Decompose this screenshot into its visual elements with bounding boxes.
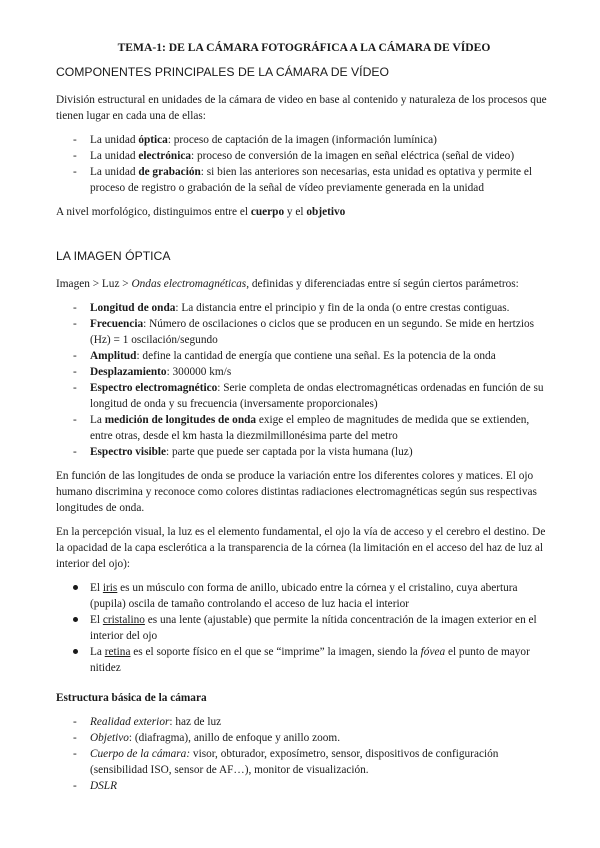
eye-parts-list: [56, 580, 552, 676]
dash-bullet: -: [73, 748, 77, 760]
dash-bullet: -: [73, 732, 77, 744]
list-item-objective: - Objetivo: (diafragma), anillo de enfoque y anillo zoom.: [73, 732, 341, 744]
list-item-body: - Cuerpo de la cámara: visor, obturador, exposímetro, sensor, dispositivos de configuración (sensibilidad ISO, sensor de AF…), monitor de visualización.: [73, 748, 499, 776]
section-heading-components: COMPONENTES PRINCIPALES DE LA CÁMARA DE VÍDEO: [56, 65, 389, 79]
list-item-iris: El iris es un músculo con forma de anillo, ubicado entre la córnea y el cristalino, cuya abertura (pupila) oscila de tamaño controlando el acceso de luz hacia el interior: [56, 580, 552, 612]
dash-bullet: -: [73, 366, 77, 378]
paragraph-colors: En función de las longitudes de onda se produce la variación entre los diferentes colores y matices. El ojo humano discrimina y reconoce como colores distintas radiaciones electromagnéticas según sus respectivas longitudes de onda.: [56, 470, 537, 514]
paragraph-perception: En la percepción visual, la luz es el elemento fundamental, el ojo la vía de acceso y el cerebro el destino. De la opacidad de la capa esclerótica a la transparencia de la córnea (la limitación en el acceso del haz de luz al interior del ojo):: [56, 526, 546, 570]
list-item-displacement: - Desplazamiento: 300000 km/s: [73, 366, 232, 378]
list-item-unit-recording: - La unidad de grabación: si bien las anteriores son necesarias, esta unidad es optativa y permite el proceso de registro o grabación de la señal de vídeo previamente generada en la unidad: [73, 166, 533, 194]
bullet-dot: [73, 617, 78, 622]
page-title: TEMA-1: DE LA CÁMARA FOTOGRÁFICA A LA CÁMARA DE VÍDEO: [117, 41, 491, 54]
section-heading-optical-image: LA IMAGEN ÓPTICA: [56, 249, 171, 263]
list-item-wavelength: - Longitud de onda: La distancia entre el principio y fin de la onda (o entre crestas contiguas.: [73, 302, 510, 314]
wave-parameters-list: [56, 300, 552, 460]
paragraph-morphology: A nivel morfológico, distinguimos entre el cuerpo y el objetivo: [56, 206, 346, 218]
dash-bullet: -: [73, 318, 77, 330]
subheading-camera-structure: Estructura básica de la cámara: [56, 692, 207, 704]
list-item-lens: El cristalino es una lente (ajustable) que permite la nítida concentración de la imagen exterior en el interior del ojo: [56, 612, 552, 644]
list-item-spectrum: - Espectro electromagnético: Serie completa de ondas electromagnéticas ordenadas en función de su longitud de onda y su frecuencia (inversamente proporcionales): [73, 382, 544, 410]
list-item-amplitude: - Amplitud: define la cantidad de energía que contiene una señal. Es la potencia de la onda: [73, 350, 496, 362]
list-item-unit-optical: - La unidad óptica: proceso de captación de la imagen (información lumínica): [73, 134, 437, 146]
dash-bullet: -: [73, 134, 77, 146]
list-item-measurement: - La medición de longitudes de onda exige el empleo de magnitudes de medida que se extienden, entre otras, desde el km hasta la diezmilmillonésima parte del metro: [73, 414, 530, 442]
paragraph-division: División estructural en unidades de la cámara de video en base al contenido y naturaleza de los procesos que tienen lugar en cada una de ellas:: [56, 94, 547, 122]
list-item-dslr: - DSLR: [73, 780, 117, 792]
list-item-exterior: - Realidad exterior: haz de luz: [73, 716, 222, 728]
dash-bullet: -: [73, 166, 77, 178]
list-item-frequency: - Frecuencia: Número de oscilaciones o ciclos que se producen en un segundo. Se mide en hertzios (Hz) = 1 oscilación/segundo: [73, 318, 535, 346]
units-list: [56, 132, 552, 196]
bullet-dot: [73, 649, 78, 654]
dash-bullet: -: [73, 446, 77, 458]
dash-bullet: -: [73, 414, 77, 426]
dash-bullet: -: [73, 716, 77, 728]
dash-bullet: -: [73, 150, 77, 162]
paragraph-waves-intro: Imagen > Luz > Ondas electromagnéticas, definidas y diferenciadas entre sí según ciertos parámetros:: [56, 278, 519, 290]
dash-bullet: -: [73, 382, 77, 394]
list-item-retina: La retina es el soporte físico en el que se “imprime” la imagen, siendo la fóvea el punto de mayor nitidez: [56, 644, 552, 676]
dash-bullet: -: [73, 350, 77, 362]
bullet-dot: [73, 585, 78, 590]
list-item-unit-electronic: - La unidad electrónica: proceso de conversión de la imagen en señal eléctrica (señal de video): [73, 150, 515, 162]
dash-bullet: -: [73, 302, 77, 314]
list-item-visible-spectrum: - Espectro visible: parte que puede ser captada por la vista humana (luz): [73, 446, 413, 458]
document-page: [56, 40, 552, 802]
camera-structure-list: [56, 714, 552, 794]
dash-bullet: -: [73, 780, 77, 792]
